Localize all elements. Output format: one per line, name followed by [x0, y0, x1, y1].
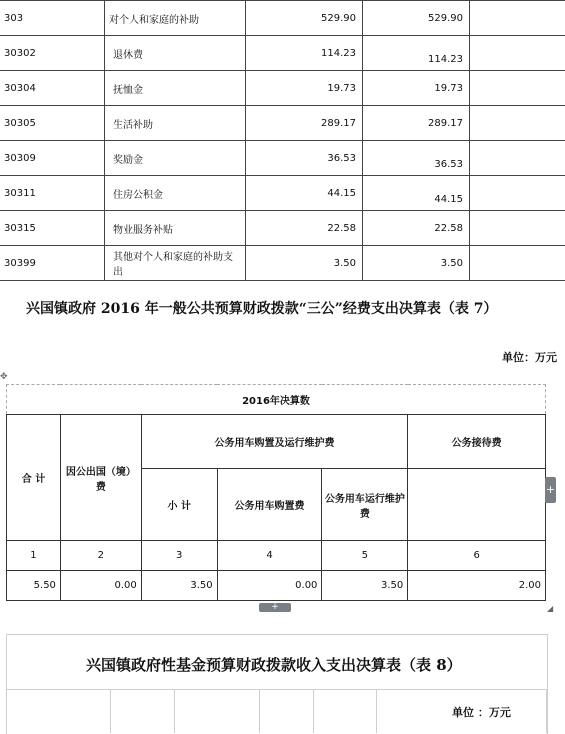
table-row: [0, 36, 565, 71]
table-row: [0, 211, 565, 246]
row-value-1: 3.50: [246, 246, 363, 281]
header-vehicle-group: 公务用车购置及运行维护费: [141, 415, 407, 469]
table-row: [0, 141, 565, 176]
index-cell: 5: [322, 541, 408, 571]
value-subtotal: 3.50: [141, 571, 217, 601]
row-value-2: 44.15: [434, 194, 463, 205]
value-abroad: 0.00: [60, 571, 141, 601]
expenditure-table: [0, 0, 565, 281]
value-vehicle-purchase: 0.00: [217, 571, 322, 601]
grid-line: [376, 689, 377, 733]
table-row: [0, 71, 565, 106]
grid-line: [110, 689, 111, 733]
grid-line: [313, 689, 314, 733]
table-row: [0, 176, 565, 211]
header-subtotal: 小 计: [141, 469, 217, 541]
row-name: 其他对个人和家庭的补助支出: [105, 246, 246, 281]
grid-line: [174, 689, 175, 733]
row-value-1: 529.90: [246, 1, 363, 36]
index-cell: 6: [408, 541, 546, 571]
index-cell: 3: [141, 541, 217, 571]
row-blank: [470, 1, 565, 36]
row-blank: [470, 176, 565, 211]
row-name: 对个人和家庭的补助: [105, 1, 246, 36]
row-blank: [470, 71, 565, 106]
index-cell: 1: [7, 541, 61, 571]
row-code: 30305: [0, 106, 105, 141]
row-code: 303: [0, 1, 105, 36]
row-value-2: 289.17: [428, 118, 463, 129]
row-value-1: 289.17: [246, 106, 363, 141]
grid-line: [546, 689, 547, 733]
row-blank: [470, 246, 565, 281]
row-blank: [470, 36, 565, 71]
row-blank: [470, 141, 565, 176]
row-value-2: 114.23: [428, 54, 463, 65]
row-code: 30309: [0, 141, 105, 176]
move-handle-icon[interactable]: ✥: [0, 373, 9, 382]
table7-title: 兴国镇政府 2016 年一般公共预算财政拨款“三公”经费支出决算表（表 7）: [26, 298, 497, 318]
row-value-1: 44.15: [246, 176, 363, 211]
row-name: 抚恤金: [105, 71, 246, 106]
add-row-icon[interactable]: +: [259, 603, 291, 612]
row-name: 生活补助: [105, 106, 246, 141]
row-code: 30304: [0, 71, 105, 106]
row-code: 30399: [0, 246, 105, 281]
row-value-2: 529.90: [428, 13, 463, 24]
value-vehicle-operation: 3.50: [322, 571, 408, 601]
row-value-2: 22.58: [434, 223, 463, 234]
header-abroad: 因公出国（境）费: [60, 415, 141, 541]
grid-line: [259, 689, 260, 733]
table8-title: 兴国镇政府性基金预算财政拨款收入支出决算表（表 8）: [86, 654, 462, 675]
three-public-expense-table: [6, 384, 546, 601]
index-cell: 4: [217, 541, 322, 571]
row-name: 住房公积金: [105, 176, 246, 211]
row-value-1: 114.23: [246, 36, 363, 71]
row-code: 30315: [0, 211, 105, 246]
row-value-2: 19.73: [434, 83, 463, 94]
table-row: [0, 106, 565, 141]
resize-icon[interactable]: ◢: [547, 605, 555, 613]
header-vehicle-operation: 公务用车运行维护费: [322, 469, 408, 541]
row-name: 物业服务补贴: [105, 211, 246, 246]
table7-unit: 单位：万元: [502, 349, 557, 365]
row-code: 30302: [0, 36, 105, 71]
table-row: [0, 1, 565, 36]
row-value-1: 36.53: [246, 141, 363, 176]
header-total: 合 计: [7, 415, 61, 541]
header-reception-blank: [408, 469, 546, 541]
add-column-icon[interactable]: +: [545, 477, 556, 503]
row-blank: [470, 106, 565, 141]
index-cell: 2: [60, 541, 141, 571]
row-name: 奖励金: [105, 141, 246, 176]
row-value-1: 19.73: [246, 71, 363, 106]
row-name: 退休费: [105, 36, 246, 71]
header-year: 2016年决算数: [7, 385, 546, 415]
row-value-1: 22.58: [246, 211, 363, 246]
row-blank: [470, 211, 565, 246]
table8-unit: 单位 ：万元: [452, 704, 511, 720]
value-total: 5.50: [7, 571, 61, 601]
value-reception: 2.00: [408, 571, 546, 601]
row-code: 30311: [0, 176, 105, 211]
row-value-2: 36.53: [434, 159, 463, 170]
row-value-2: 3.50: [441, 258, 463, 269]
table-row: [0, 246, 565, 281]
header-vehicle-purchase: 公务用车购置费: [217, 469, 322, 541]
header-reception: 公务接待费: [408, 415, 546, 469]
